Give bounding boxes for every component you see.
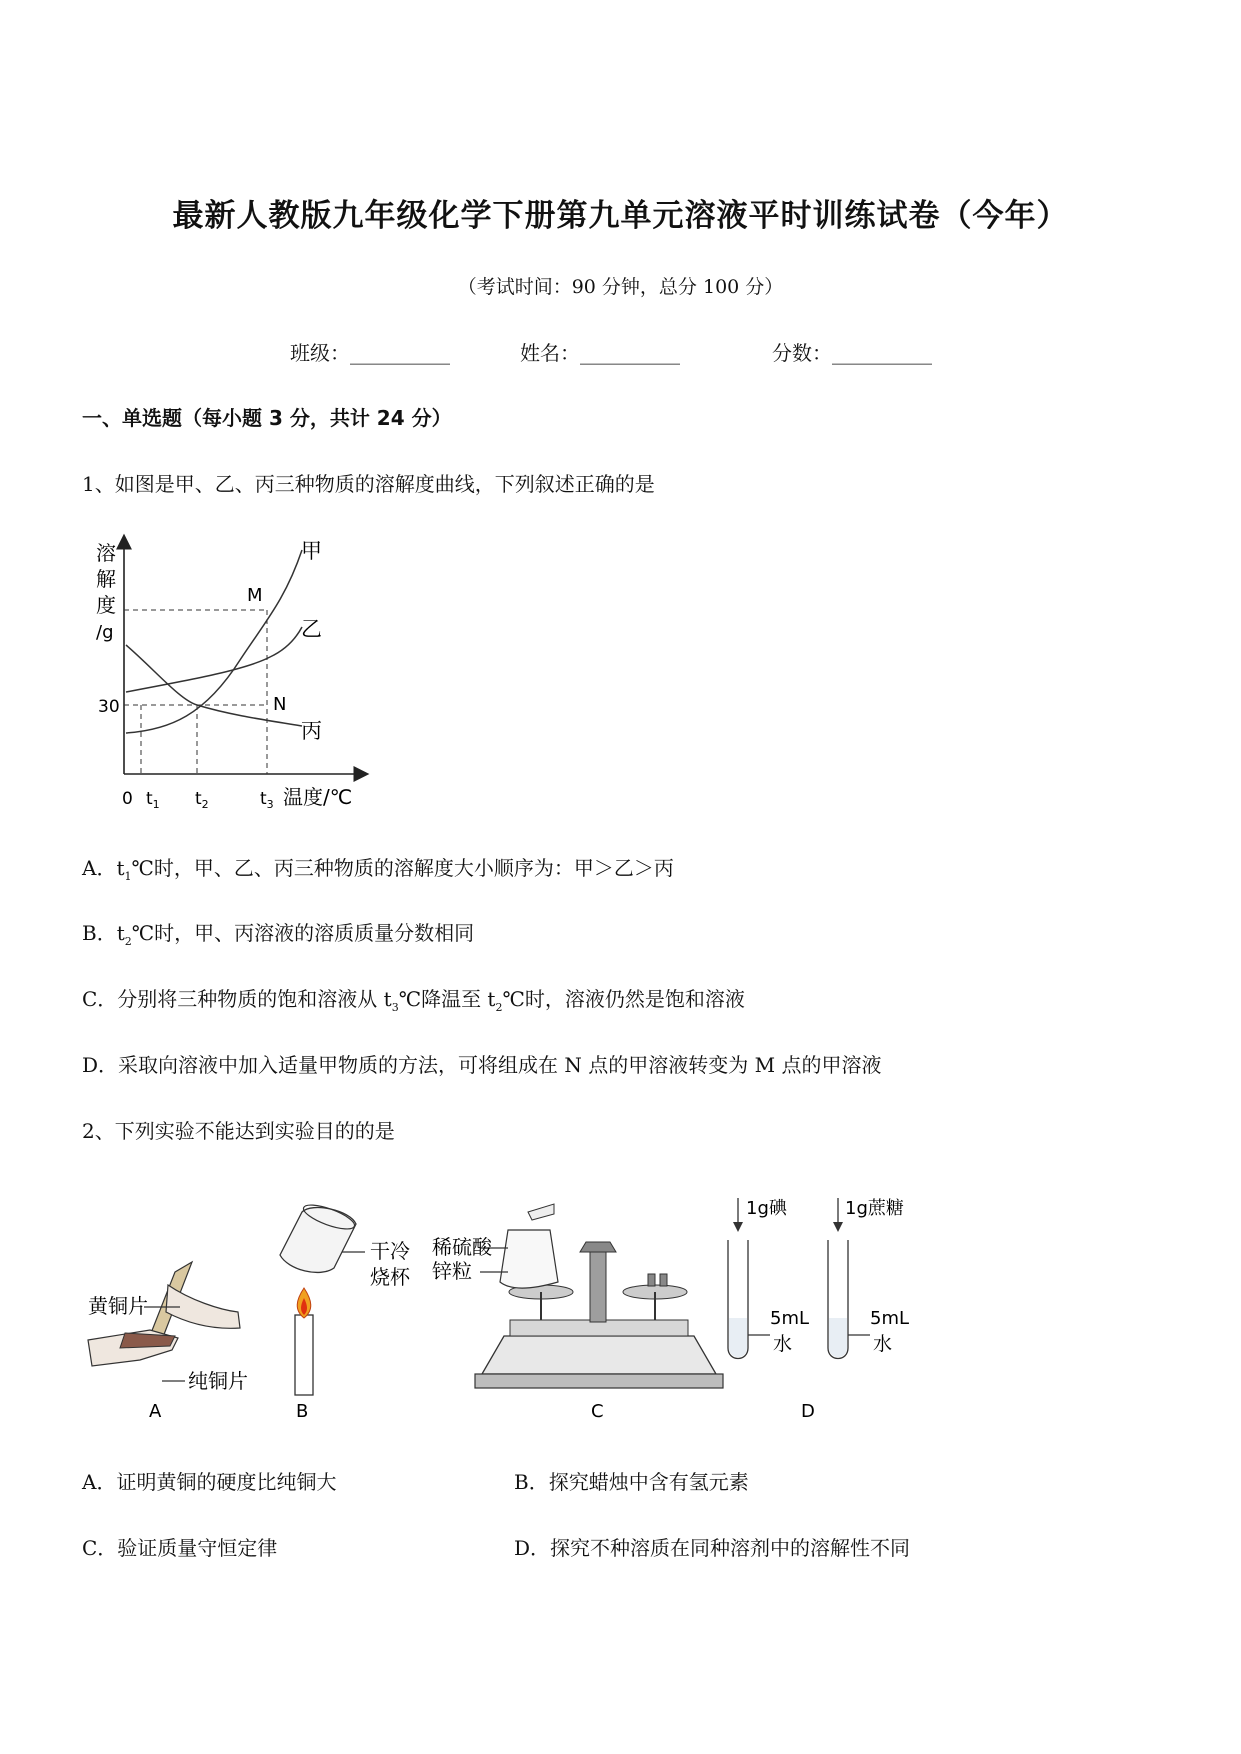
class-field — [290, 337, 450, 366]
panel-c-illustration — [475, 1204, 723, 1388]
point-m-label: M — [247, 585, 263, 606]
solubility-chart — [80, 530, 380, 820]
d-label-volume-2: 5mL — [870, 1308, 910, 1329]
question-1-stem: 1、如图是甲、乙、丙三种物质的溶解度曲线，下列叙述正确的是 — [82, 472, 655, 496]
q2-option-c: C．验证质量守恒定律 — [82, 1536, 278, 1560]
b-label-dry-cold: 干冷 — [370, 1239, 410, 1263]
t2-label: $t_2$ — [195, 789, 209, 811]
name-label: 姓名： — [520, 341, 580, 365]
t3-label: $t_3$ — [260, 789, 274, 811]
page-title: 最新人教版九年级化学下册第九单元溶液平时训练试卷（今年） — [172, 198, 1069, 234]
q1-option-c: C．分别将三种物质的饱和溶液从 $t_3℃$降温至 $t_2℃$时，溶液仍然是饱和溶液 — [82, 987, 745, 1014]
exam-info: （考试时间：90 分钟，总分 100 分） — [457, 276, 784, 298]
score-blank: __________ — [832, 341, 932, 365]
point-n-label: N — [273, 694, 287, 715]
name-blank: __________ — [580, 341, 680, 365]
x-axis-label: 温度/℃ — [283, 785, 353, 809]
class-label: 班级： — [290, 341, 350, 365]
y-label-3: 度 — [96, 593, 116, 617]
d-label-sucrose: 1g蔗糖 — [845, 1198, 904, 1219]
a-label-brass: 黄铜片 — [88, 1294, 148, 1318]
a-label-copper: 纯铜片 — [188, 1369, 248, 1393]
panel-b-letter: B — [296, 1401, 309, 1420]
panel-d-illustration — [728, 1198, 870, 1359]
panel-a-illustration — [88, 1262, 240, 1381]
q1-option-d: D．采取向溶液中加入适量甲物质的方法，可将组成在 N 点的甲溶液转变为 M 点的甲溶液 — [82, 1053, 882, 1077]
panel-c-letter: C — [591, 1401, 604, 1420]
series-yi-label: 乙 — [301, 617, 322, 641]
panel-a-letter: A — [149, 1401, 162, 1420]
q2-option-a: A．证明黄铜的硬度比纯铜大 — [82, 1470, 337, 1494]
q2-option-b: B．探究蜡烛中含有氢元素 — [514, 1470, 749, 1494]
question-2-stem: 2、下列实验不能达到实验目的的是 — [82, 1119, 395, 1143]
score-field — [772, 337, 932, 366]
y-tick-30: 30 — [98, 697, 120, 717]
d-label-volume-1: 5mL — [770, 1308, 810, 1329]
series-yi-curve — [126, 627, 302, 692]
guide-lines — [124, 610, 267, 774]
panel-b-illustration — [280, 1200, 365, 1395]
b-label-beaker: 烧杯 — [370, 1265, 410, 1289]
experiment-figure — [80, 1190, 960, 1420]
name-field — [520, 337, 680, 366]
section-heading: 一、单选题（每小题 3 分，共计 24 分） — [82, 406, 452, 430]
d-label-iodine: 1g碘 — [746, 1198, 787, 1219]
t1-label: $t_1$ — [146, 789, 160, 811]
y-label-1: 溶 — [96, 541, 116, 565]
series-jia-label: 甲 — [301, 539, 322, 563]
origin-label: 0 — [122, 789, 133, 809]
series-bing-label: 丙 — [301, 719, 322, 743]
panel-d-letter: D — [801, 1401, 815, 1420]
q1-option-a: A．$t_1℃$时，甲、乙、丙三种物质的溶解度大小顺序为：甲＞乙＞丙 — [82, 856, 674, 883]
c-label-zinc: 锌粒 — [432, 1259, 472, 1283]
y-label-4: /g — [96, 622, 114, 643]
q1-option-b: B．$t_2℃$时，甲、丙溶液的溶质质量分数相同 — [82, 921, 475, 948]
d-label-water-1: 水 — [773, 1333, 793, 1355]
y-label-2: 解 — [96, 567, 116, 591]
score-label: 分数： — [772, 341, 832, 365]
q2-option-d: D．探究不种溶质在同种溶剂中的溶解性不同 — [514, 1536, 911, 1560]
c-label-acid: 稀硫酸 — [432, 1235, 492, 1259]
class-blank: __________ — [350, 341, 450, 365]
d-label-water-2: 水 — [873, 1333, 893, 1355]
